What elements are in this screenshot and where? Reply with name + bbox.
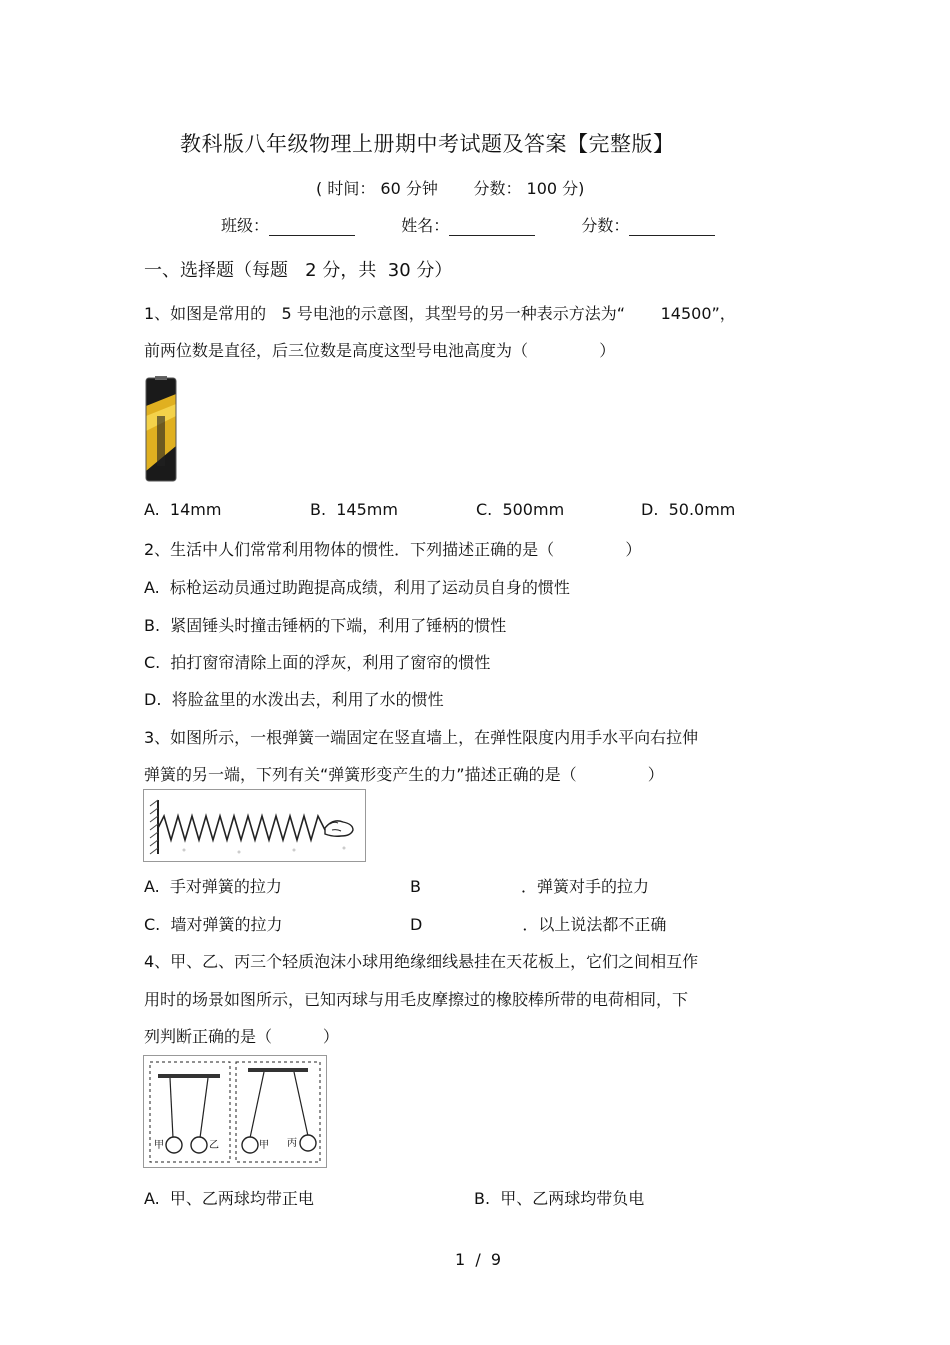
q1-stem-line2: 前两位数是直径，后三位数是高度这型号电池高度为（ ） — [144, 341, 616, 360]
q3-option-b[interactable]: B ．弹簧对手的拉力 — [410, 877, 649, 896]
q3-stem-line2: 弹簧的另一端，下列有关“弹簧形变产生的力”描述正确的是（ ） — [144, 765, 664, 784]
q2-option-a[interactable]: A. 标枪运动员通过助跑提高成绩，利用了运动员自身的惯性 — [144, 578, 570, 597]
q3-option-c[interactable]: C. 墙对弹簧的拉力 — [144, 915, 283, 934]
student-info-row — [221, 213, 715, 236]
q4-stem-line2: 用时的场景如图所示，已知丙球与用毛皮摩擦过的橡胶棒所带的电荷相同，下 — [144, 990, 689, 1009]
q1-stem-line1: 1、如图是常用的 5 号电池的示意图，其型号的另一种表示方法为“ 14500”， — [144, 304, 736, 323]
q2-stem: 2、生活中人们常常利用物体的惯性．下列描述正确的是（ ） — [144, 540, 642, 559]
score-field[interactable] — [629, 217, 715, 236]
q4-stem-line3: 列判断正确的是（ ） — [144, 1027, 339, 1046]
spring-wall-hand-image — [143, 789, 366, 862]
q3-option-a[interactable]: A. 手对弹簧的拉力 — [144, 877, 282, 896]
score-label: 分数： — [581, 216, 630, 235]
q1-option-a[interactable]: A. 14mm — [144, 500, 222, 519]
exam-time-score: ( 时间： 60 分钟 分数： 100 分) — [316, 179, 585, 198]
class-field[interactable] — [269, 217, 355, 236]
ball-label-jia-2: 甲 — [259, 1140, 269, 1151]
name-label: 姓名： — [401, 216, 450, 235]
q2-option-d[interactable]: D. 将脸盆里的水泼出去，利用了水的惯性 — [144, 690, 444, 709]
class-label: 班级： — [221, 216, 270, 235]
name-field[interactable] — [449, 217, 535, 236]
page-number: 1 / 9 — [455, 1250, 502, 1269]
ball-label-yi: 乙 — [209, 1140, 219, 1151]
q1-option-d[interactable]: D. 50.0mm — [641, 500, 736, 519]
ball-label-bing: 丙 — [287, 1138, 297, 1149]
q2-option-b[interactable]: B. 紧固锤头时撞击锤柄的下端，利用了锤柄的惯性 — [144, 616, 507, 635]
q1-option-c[interactable]: C. 500mm — [476, 500, 565, 519]
q4-stem-line1: 4、甲、乙、丙三个轻质泡沫小球用绝缘细线悬挂在天花板上，它们之间相互作 — [144, 952, 699, 971]
hanging-balls-image — [143, 1055, 327, 1168]
q2-option-c[interactable]: C. 拍打窗帘清除上面的浮灰，利用了窗帘的惯性 — [144, 653, 491, 672]
section-heading: 一、选择题（每题 2 分，共 30 分） — [144, 260, 453, 281]
q3-option-d[interactable]: D ．以上说法都不正确 — [410, 915, 667, 934]
q1-option-b[interactable]: B. 145mm — [310, 500, 398, 519]
q4-option-a[interactable]: A. 甲、乙两球均带正电 — [144, 1189, 314, 1208]
ball-label-jia-1: 甲 — [154, 1140, 164, 1151]
battery-image — [143, 376, 179, 483]
q4-option-b[interactable]: B. 甲、乙两球均带负电 — [474, 1189, 645, 1208]
document-title: 教科版八年级物理上册期中考试题及答案【完整版】 — [180, 132, 675, 156]
q3-stem-line1: 3、如图所示，一根弹簧一端固定在竖直墙上，在弹性限度内用手水平向右拉伸 — [144, 728, 699, 747]
